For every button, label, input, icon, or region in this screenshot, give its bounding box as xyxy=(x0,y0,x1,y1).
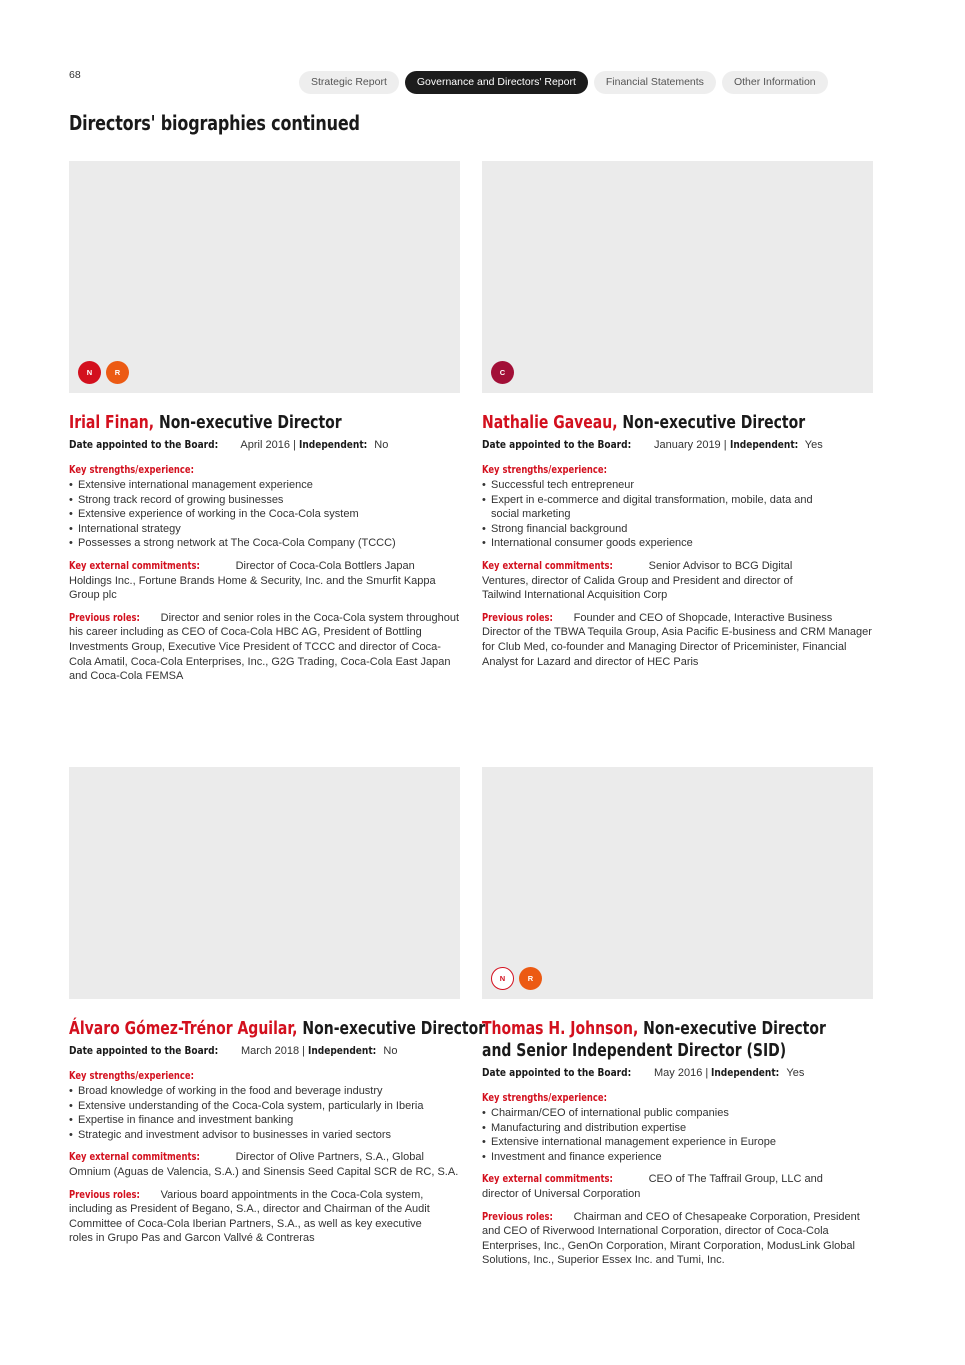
list-item: • Extensive international management experience in Europe xyxy=(482,1135,873,1150)
director-name-heading xyxy=(69,1018,486,1040)
list-item: • International consumer goods experience xyxy=(482,536,822,551)
committee-badges xyxy=(491,361,514,384)
external-commitments xyxy=(69,559,460,603)
previous-roles xyxy=(69,611,460,684)
independent-label: Independent: xyxy=(729,438,798,451)
previous-text: Chairman and CEO of Chesapeake Corporation, President and CEO of Riverwood International Corporation, director of Coca-Cola Enterprises, Inc., GenOn Corporation, Mirant Corporation, ModusLink Global Solutions, Inc., Superior Essex Inc. and Tumi, Inc. xyxy=(482,1210,860,1267)
date-value: January 2019 xyxy=(654,439,721,451)
commitments-label: Key external commitments: xyxy=(69,1151,200,1164)
director-name-heading xyxy=(482,412,873,434)
previous-label: Previous roles: xyxy=(482,1210,553,1223)
independent-value: No xyxy=(374,439,389,451)
list-item: • Possesses a strong network at The Coca-Cola Company (TCCC) xyxy=(69,536,460,551)
strengths-list xyxy=(69,1084,444,1142)
previous-text: Various board appointments in the Coca-Cola system, including as President of Begano, S.A., director and Chairman of the Audit Committee of Coca-Cola Iberian Partners, S.A., as well as key executive roles in Grupo Pas and Garcon Vallvé & Contreras xyxy=(69,1188,430,1245)
director-name-heading xyxy=(482,1018,873,1062)
appointment-info: Date appointed to the Board: April 2016 | Independent: No xyxy=(69,438,389,451)
external-commitments xyxy=(69,1150,460,1179)
independent-value: Yes xyxy=(804,439,823,451)
director-role: Non-executive Director xyxy=(158,413,342,433)
previous-roles xyxy=(482,1210,873,1268)
date-label: Date appointed to the Board: xyxy=(482,1066,632,1079)
strengths-list xyxy=(69,478,460,551)
nav-other-information[interactable]: Other Information xyxy=(722,71,828,94)
strengths-list xyxy=(482,1106,873,1164)
commitments-text: Director of Coca-Cola Bottlers Japan Holdings Inc., Fortune Brands Home & Security, Inc. and the Smurfit Kappa Group plc xyxy=(69,559,436,602)
commitments-label: Key external commitments: xyxy=(482,1173,613,1186)
director-role: Non-executive Director xyxy=(643,1019,826,1039)
appointment-info: Date appointed to the Board: March 2018 | Independent: No xyxy=(69,1044,398,1057)
director-role-continued: and Senior Independent Director (SID) xyxy=(482,1041,787,1061)
commitments-label: Key external commitments: xyxy=(69,559,200,572)
director-role: Non-executive Director xyxy=(302,1019,486,1039)
list-item: • Manufacturing and distribution expertise xyxy=(482,1121,873,1136)
appointment-info: Date appointed to the Board: May 2016 | Independent: Yes xyxy=(482,1066,805,1079)
strengths-heading: Key strengths/experience: xyxy=(69,464,194,476)
committee-chair-badge: C xyxy=(491,361,514,384)
section-nav xyxy=(299,71,828,94)
list-item: • Chairman/CEO of international public companies xyxy=(482,1106,873,1121)
previous-label: Previous roles: xyxy=(69,611,140,624)
commitments-text: Director of Olive Partners, S.A., Global Omnium (Aguas de Valencia, S.A.) and Sinensis Seed Capital SCR de RC, S.A. xyxy=(69,1151,459,1178)
list-item: • Extensive experience of working in the Coca-Cola system xyxy=(69,507,460,522)
list-item: • Successful tech entrepreneur xyxy=(482,478,822,493)
nav-strategic-report[interactable]: Strategic Report xyxy=(299,71,399,94)
commitments-text: CEO of The Taffrail Group, LLC and director of Universal Corporation xyxy=(482,1173,823,1200)
date-value: April 2016 xyxy=(240,439,290,451)
date-label: Date appointed to the Board: xyxy=(69,1044,219,1057)
director-photo xyxy=(482,767,873,999)
independent-value: No xyxy=(383,1045,398,1057)
strengths-heading: Key strengths/experience: xyxy=(482,464,607,476)
date-label: Date appointed to the Board: xyxy=(482,438,632,451)
remuneration-committee-badge: R xyxy=(106,361,129,384)
director-name: Thomas H. Johnson, xyxy=(482,1019,639,1039)
director-name: Nathalie Gaveau, xyxy=(482,413,618,433)
strengths-heading: Key strengths/experience: xyxy=(482,1092,607,1104)
appointment-info: Date appointed to the Board: January 2019 | Independent: Yes xyxy=(482,438,823,451)
director-photo xyxy=(69,161,460,393)
director-photo xyxy=(69,767,460,999)
external-commitments xyxy=(482,1172,847,1201)
independent-value: Yes xyxy=(786,1067,805,1079)
list-item: • Strong financial background xyxy=(482,522,822,537)
list-item: • International strategy xyxy=(69,522,460,537)
list-item: • Investment and finance experience xyxy=(482,1150,873,1165)
date-label: Date appointed to the Board: xyxy=(69,438,219,451)
previous-roles xyxy=(482,611,873,669)
nav-governance[interactable]: Governance and Directors' Report xyxy=(405,71,588,94)
independent-label: Independent: xyxy=(298,438,368,451)
strengths-list xyxy=(482,478,822,551)
remuneration-committee-badge: R xyxy=(519,967,542,990)
previous-roles xyxy=(69,1188,447,1246)
director-photo xyxy=(482,161,873,393)
director-name: Irial Finan, xyxy=(69,413,155,433)
director-name-heading xyxy=(69,412,460,434)
previous-text: Founder and CEO of Shopcade, Interactive Business Director of the TBWA Tequila Group, Asia Pacific E-business and CRM Manager for Club Med, co-founder and Managing Director of Priceminister, Financial Analyst for Lazard and director of HEC Paris xyxy=(482,611,872,668)
nomination-committee-badge: N xyxy=(78,361,101,384)
committee-badges xyxy=(491,967,542,990)
date-value: March 2018 xyxy=(241,1045,300,1057)
list-item: • Expert in e-commerce and digital transformation, mobile, data and social marketing xyxy=(482,493,822,522)
director-name: Álvaro Gómez-Trénor Aguilar, xyxy=(69,1019,298,1039)
committee-badges xyxy=(78,361,129,384)
nomination-committee-chair-badge: N xyxy=(491,967,514,990)
list-item: • Expertise in finance and investment banking xyxy=(69,1113,444,1128)
commitments-label: Key external commitments: xyxy=(482,559,613,572)
director-role: Non-executive Director xyxy=(622,413,806,433)
external-commitments xyxy=(482,559,827,603)
page-number: 68 xyxy=(69,69,81,81)
list-item: • Broad knowledge of working in the food and beverage industry xyxy=(69,1084,444,1099)
independent-label: Independent: xyxy=(711,1066,780,1079)
date-value: May 2016 xyxy=(654,1067,703,1079)
list-item: • Extensive understanding of the Coca-Cola system, particularly in Iberia xyxy=(69,1099,444,1114)
nav-financial-statements[interactable]: Financial Statements xyxy=(594,71,716,94)
list-item: • Strong track record of growing businesses xyxy=(69,493,460,508)
list-item: • Strategic and investment advisor to businesses in varied sectors xyxy=(69,1128,444,1143)
previous-label: Previous roles: xyxy=(482,611,553,624)
independent-label: Independent: xyxy=(308,1044,377,1057)
previous-label: Previous roles: xyxy=(69,1188,140,1201)
page-title: Directors' biographies continued xyxy=(69,111,360,135)
previous-text: Director and senior roles in the Coca-Cola system throughout his career including as CEO of Coca-Cola HBC AG, President of Bottling Investments Group, Executive Vice President of TCCC and director of Coca-Cola Amatil, Coca-Cola Enterprises, Inc., G2G Trading, Coca-Cola East Japan and Coca-Cola FEMSA xyxy=(69,611,460,683)
commitments-text: Senior Advisor to BCG Digital Ventures, director of Calida Group and President and director of Tailwind International Acquisition Corp xyxy=(482,559,793,602)
strengths-heading: Key strengths/experience: xyxy=(69,1070,194,1082)
list-item: • Extensive international management experience xyxy=(69,478,460,493)
